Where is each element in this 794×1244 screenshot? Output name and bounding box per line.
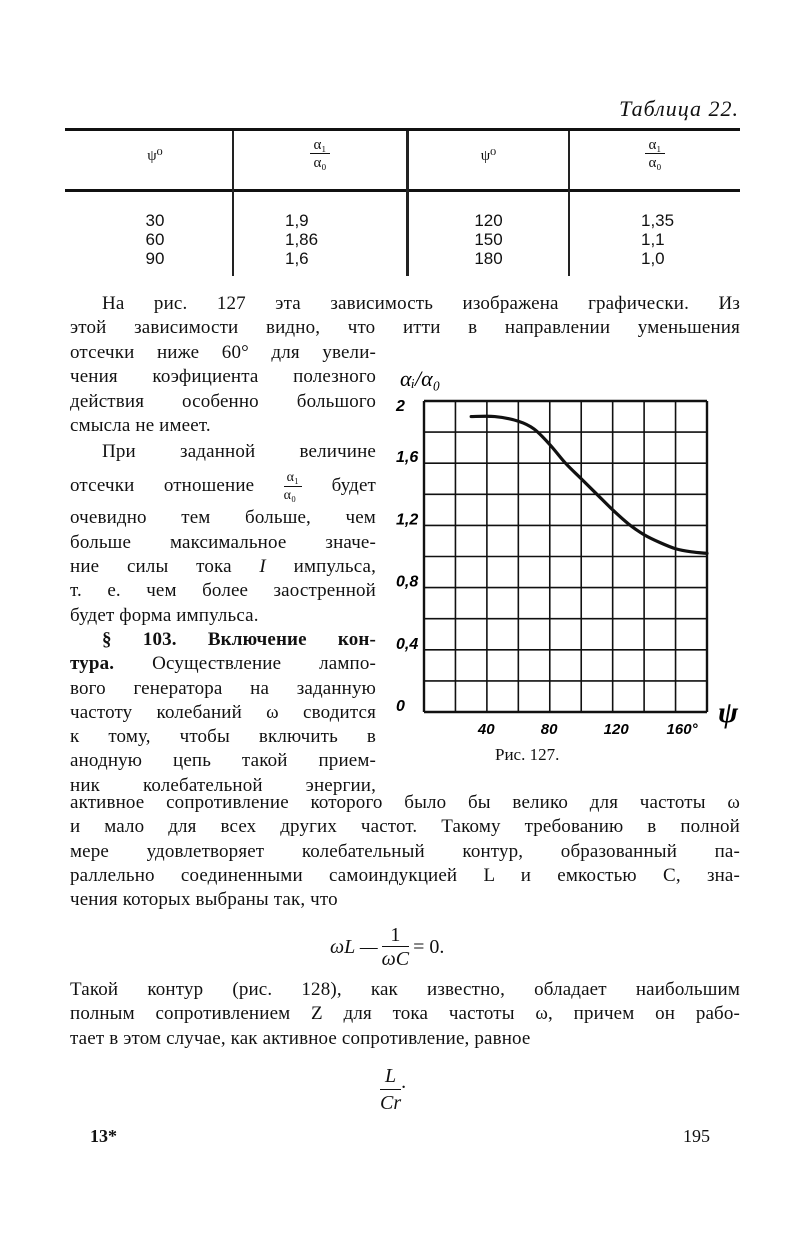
paragraph-contour [70,791,740,912]
text-line: частоту колебаний ω сводится [70,701,376,723]
table-cell: 30 [145,211,165,230]
y-tick-label: 1,6 [396,449,419,467]
text-line: вого генератора на заданную [70,677,376,699]
text-line: При заданной величине [102,441,376,463]
table-col-ratio-right [641,211,701,268]
table-col-ratio-left [285,211,345,268]
page-number: 195 [683,1126,710,1146]
table-cell: 90 [145,249,165,268]
text-line: ник колебательной энергии, [70,774,376,796]
y-axis-label: αᵢ/α₀ [400,366,441,391]
paragraph-intro [70,292,740,341]
table-col-psi-left [100,211,210,268]
equation-numerator: L [380,1063,401,1090]
text-line: анодную цепь такой прием- [70,750,376,772]
text-line-with-fraction [70,466,376,506]
equation-resonance [330,917,444,977]
x-axis-label: ψ [718,696,739,729]
chart-grid [424,401,707,712]
fraction-denominator: α₀ [283,487,297,503]
table-cell: 1,86 [285,230,319,249]
section-title-cont: тура. [70,653,115,675]
table-cell: 1,35 [641,211,675,230]
series-line [471,416,707,553]
text-line: чения коэфициента полезного [70,366,376,388]
text-line: чения которых выбраны так, что [70,889,338,911]
y-tick-labels [395,398,418,715]
figure-127-chart [380,360,750,740]
text-line [70,555,376,579]
text-line: активное сопротивление которого было бы велико для частоты ω [70,792,740,813]
text-segment: отсечки отношение [70,475,255,497]
paragraph-impedance [70,978,740,1051]
text-segment: импульса, [293,556,376,578]
table-header-ratio [234,137,406,172]
equation-dot: . [401,1071,407,1093]
text-line: и мало для всех других частот. Такому требованию в полной [70,816,740,838]
y-tick-label: 0,4 [396,635,419,653]
x-tick-label: 120 [603,721,629,738]
text-line: полным сопротивлением Z для тока частоты ω, причем он рабо- [70,1003,740,1025]
table-header-psi: ψ⁰ [147,148,163,164]
table-cell: 120 [474,211,503,230]
table-cell: 1,6 [285,249,309,268]
text-line: Такой контур (рис. 128), как известно, обладает наибольшим [70,979,740,1000]
table-top-rule [65,128,740,131]
text-line: мере удовлетворяет колебательный контур, образованный па- [70,840,740,862]
table-cell: 60 [145,230,165,249]
ratio-numerator: α₁ [645,137,664,154]
equation-right: = 0. [413,935,445,958]
ratio-denominator: α₀ [313,155,327,171]
table-cell: 1,0 [641,249,665,268]
text-line: очевидно тем больше, чем [70,507,376,529]
signature-mark: 13* [90,1126,117,1146]
table-cell: 1,1 [641,230,665,249]
text-segment: Осуществление лампо- [152,653,377,675]
text-line: этой зависимости видно, что итти в направлении уменьшения [70,317,740,339]
equation-denominator: ωC [381,947,410,970]
y-tick-label: 1,2 [396,511,419,529]
left-column-text [70,341,376,798]
ratio-denominator: α₀ [648,155,662,171]
text-segment: будет [331,475,377,497]
table-cell: 150 [474,230,503,249]
text-line: к тому, чтобы включить в [70,726,376,748]
text-segment: ние силы тока [70,556,232,578]
equation-left: ωL — [330,935,378,958]
y-tick-label: 0 [396,698,405,715]
table-cell: 1,9 [285,211,309,230]
equation-denominator: Cr [380,1092,402,1114]
table-header-rule [65,189,740,192]
text-line: отсечки ниже 60° для увели- [70,342,376,363]
y-tick-label: 0,8 [396,573,419,591]
table-col-psi-right [409,211,568,268]
figure-caption: Рис. 127. [495,745,560,764]
section-heading [70,628,376,652]
variable-I: I [259,556,266,578]
text-line: На рис. 127 эта зависимость изображена графически. Из [102,293,740,314]
table-header-psi-right: ψ⁰ [480,148,497,164]
text-line [70,652,376,676]
table-caption: Таблица 22. [619,96,739,121]
text-line: тает в этом случае, как активное сопротивление, равное [70,1027,531,1049]
text-line: т. е. чем более заостренной [70,580,376,602]
x-tick-label: 160° [666,721,698,738]
text-line: будет форма импульса. [70,604,259,626]
equation-resistance [380,1063,406,1116]
text-line: больше максимальное значе- [70,531,376,553]
x-tick-label: 40 [477,721,495,738]
table-cell: 180 [474,249,503,268]
y-tick-label: 2 [396,398,405,415]
text-line: смысла не имеет. [70,414,211,436]
x-tick-labels [477,721,699,738]
text-line: раллельно соединенными самоиндукцией L и емкостью C, зна- [70,864,740,886]
section-title: § 103. Включение кон- [102,628,376,650]
x-tick-label: 80 [540,721,558,738]
table-header-ratio-right [570,137,740,172]
fraction-numerator: α₁ [284,470,303,487]
equation-numerator: 1 [382,924,409,947]
ratio-numerator: α₁ [310,137,329,154]
text-line: действия особенно большого [70,390,376,412]
